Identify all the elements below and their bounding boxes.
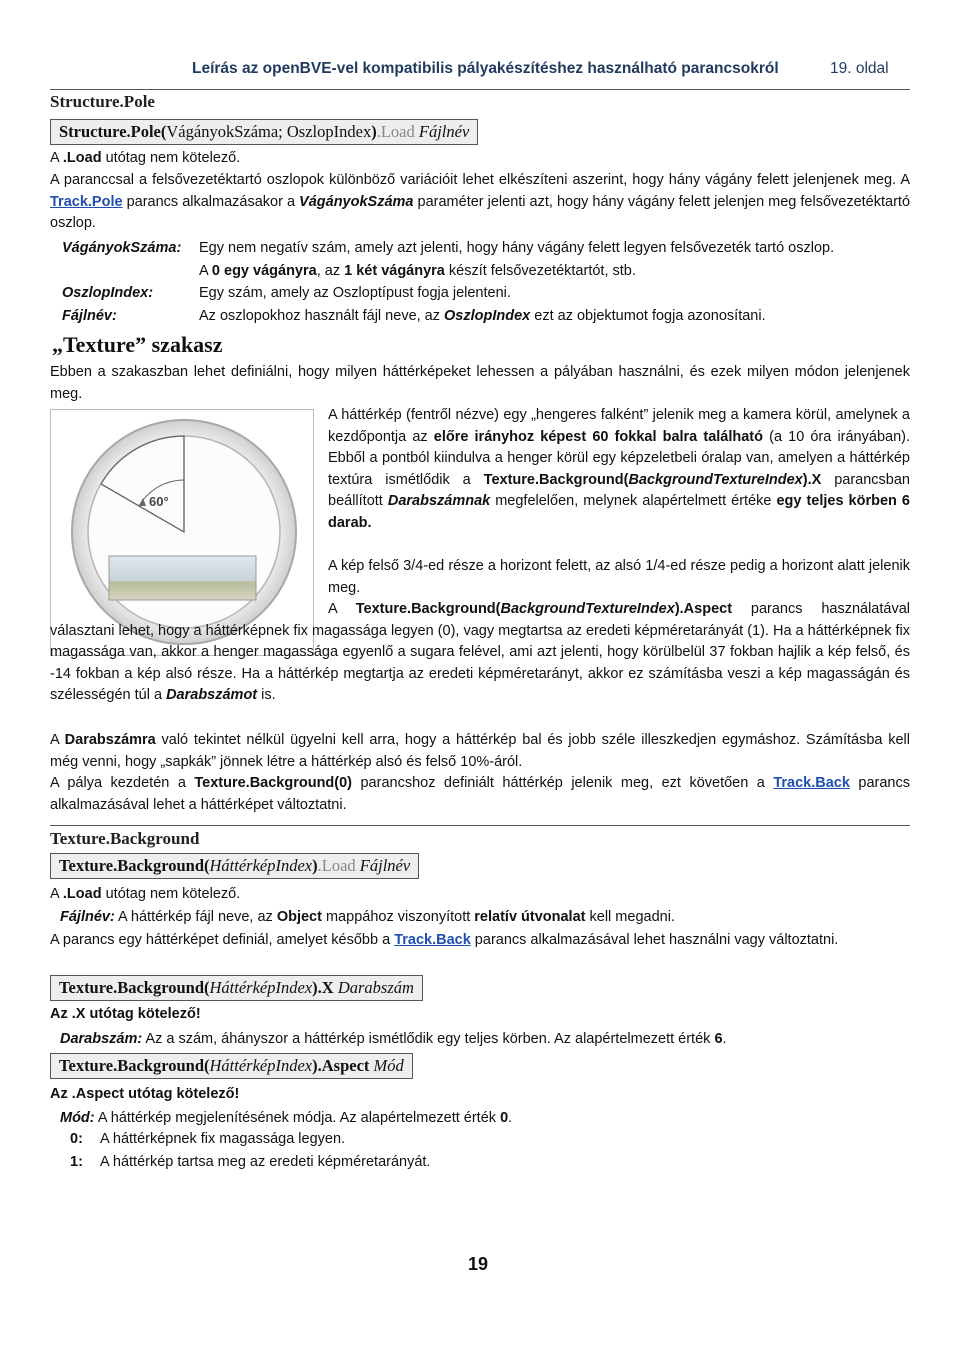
cmd-suffix: .Load: [376, 122, 415, 141]
texture-count-text: A Darabszámra való tekintet nélkül ügyelni kell arra, hogy a háttérkép bal és jobb széle illeszkedjen egymáshoz. Számításba kell még venni, hogy „sapkák” jönnek létre a háttérkép alsó és felső 10%-áról.: [50, 732, 910, 770]
section-divider: [50, 825, 910, 826]
track-back-link[interactable]: Track.Back: [773, 775, 850, 791]
pole-load-note: A .Load utótag nem kötelező.: [50, 150, 241, 166]
pole-params-labels: [62, 237, 181, 327]
cmd-arg: OszlopIndex: [286, 122, 372, 141]
header-divider: [50, 89, 910, 90]
texture-start-text: A pálya kezdetén a Texture.Background(0) parancshoz definiált háttérkép jelenik meg, ezt követően a Track.Back parancs alkalmazásával lehet a háttérképet változtatni.: [50, 775, 910, 813]
param-desc: Egy nem negatív szám, amely azt jelenti, hogy hány vágány felett legyen felsővezeték tartó oszlop.: [199, 240, 835, 256]
bg-x-required-note: Az .X utótag kötelező!: [50, 1006, 201, 1022]
bg-load-command-box: Texture.Background(HáttérképIndex).Load Fájlnév: [50, 853, 419, 879]
texture-aspect-text: A Texture.Background(BackgroundTextureIndex).Aspect parancs használatával választani lehet, hogy a háttérképnek fix magassága legyen (0), vagy megtartsa az eredeti képméretarányát (1). Ha a háttérképnek fix magassága van, akkor a henger magassága egyenlő a sugara felével, ami azt jelenti, hogy körülbelül 37 fokban hajlik a kép felső, és -14 fokban a kép alsó része. Ha a háttérkép megtartja az eredeti képméretarányt, akkor ez számításba veszi a kép magasságán és szélességén túl a Darabszámot is.: [50, 601, 910, 703]
param-desc: Az oszlopokhoz használt fájl neve, az OszlopIndex ezt az objektumot fogja azonosítani.: [199, 307, 766, 324]
mode-option-desc: A háttérkép tartsa meg az eredeti képméretarányát.: [100, 1154, 431, 1170]
page-number: 19: [468, 1254, 489, 1274]
param-desc: Egy szám, amely az Oszloptípust fogja jelenteni.: [199, 285, 511, 301]
pole-section-title: Structure.Pole: [50, 92, 155, 111]
pole-description: A paranccsal a felsővezetéktartó oszlopok különböző variációit lehet elkészíteni aszerint, hogy hány vágány felett jelenjenek meg. A Track.Pole parancs alkalmazásakor a VágányokSzáma paraméter jelenti azt, hogy hány vágány felett jelenjen meg felsővezetéktartó oszlop.: [50, 172, 911, 231]
pole-params-values: [199, 237, 914, 327]
bg-aspect-command-box: Texture.Background(HáttérképIndex).Aspect Mód: [50, 1053, 413, 1079]
bg-x-command-box: Texture.Background(HáttérképIndex).X Darabszám: [50, 975, 423, 1001]
bg-mode-param: Mód: A háttérkép megjelenítésének módja. Az alapértelmezett érték 0.: [60, 1110, 513, 1126]
param-name: VágányokSzáma:: [62, 240, 182, 256]
bg-file-param: Fájlnév: A háttérkép fájl neve, az Object mappához viszonyított relatív útvonalat kell megadni.: [60, 909, 675, 925]
header-title: Leírás az openBVE-vel kompatibilis pályakészítéshez használható parancsokról: [192, 60, 779, 77]
bg-section-title: Texture.Background: [50, 829, 200, 848]
cmd-arg: VágányokSzáma: [166, 122, 279, 141]
cmd-keyword: Structure.Pole(: [59, 122, 167, 141]
pole-command-box: [50, 119, 478, 145]
bg-description: A parancs egy háttérképet definiál, amelyet később a Track.Back parancs alkalmazásával lehet használni vagy változtatni.: [50, 932, 839, 948]
param-name: Fájlnév:: [62, 307, 117, 324]
angle-label: 60°: [149, 494, 169, 509]
mode-option-key: 1:: [70, 1154, 83, 1170]
texture-intro: Ebben a szakaszban lehet definiálni, hogy milyen háttérképeket lehessen a pályában használni, és ezek milyen módon jelenjenek meg.: [50, 364, 910, 402]
texture-section-title: „Texture” szakasz: [52, 332, 223, 357]
mode-option-key: 0:: [70, 1131, 83, 1147]
track-pole-link[interactable]: Track.Pole: [50, 193, 123, 210]
track-back-link[interactable]: Track.Back: [394, 932, 471, 948]
bg-x-param: Darabszám: Az a szám, áhányszor a háttérkép ismétlődik egy teljes körben. Az alapértelmezett érték 6.: [60, 1031, 727, 1047]
cmd-close: ): [371, 122, 377, 141]
cmd-sep: ;: [278, 122, 287, 141]
mode-option-desc: A háttérképnek fix magassága legyen.: [100, 1131, 346, 1147]
param-desc: A 0 egy vágányra, az 1 két vágányra készít felsővezetéktartót, stb.: [199, 262, 636, 279]
param-name: OszlopIndex:: [62, 285, 154, 301]
bg-aspect-required-note: Az .Aspect utótag kötelező!: [50, 1086, 240, 1102]
texture-strip: [109, 556, 256, 600]
texture-right-text: A háttérkép (fentről nézve) egy „hengeres falként” jelenik meg a kamera körül, amelynek a kezdőpontja az előre irányhoz képest 60 fokkal balra található (a 10 óra irányában). Ebből a pontból kiindulva a henger körül egy képzeletbeli óralap van, amelyen a háttérkép textúra ismétlődik a Texture.Background(BackgroundTextureIndex).X parancsban beállított Darabszámnak megfelelően, melynek alapértelmett értéke egy teljes körben 6 darab.: [328, 407, 910, 531]
bg-load-note: A .Load utótag nem kötelező.: [50, 886, 241, 902]
texture-horizon-text: A kép felső 3/4-ed része a horizont felett, az alsó 1/4-ed része pedig a horizont alatt jelenik meg.: [328, 558, 910, 596]
cmd-value: Fájlnév: [418, 122, 470, 141]
header-page: 19. oldal: [830, 60, 889, 77]
